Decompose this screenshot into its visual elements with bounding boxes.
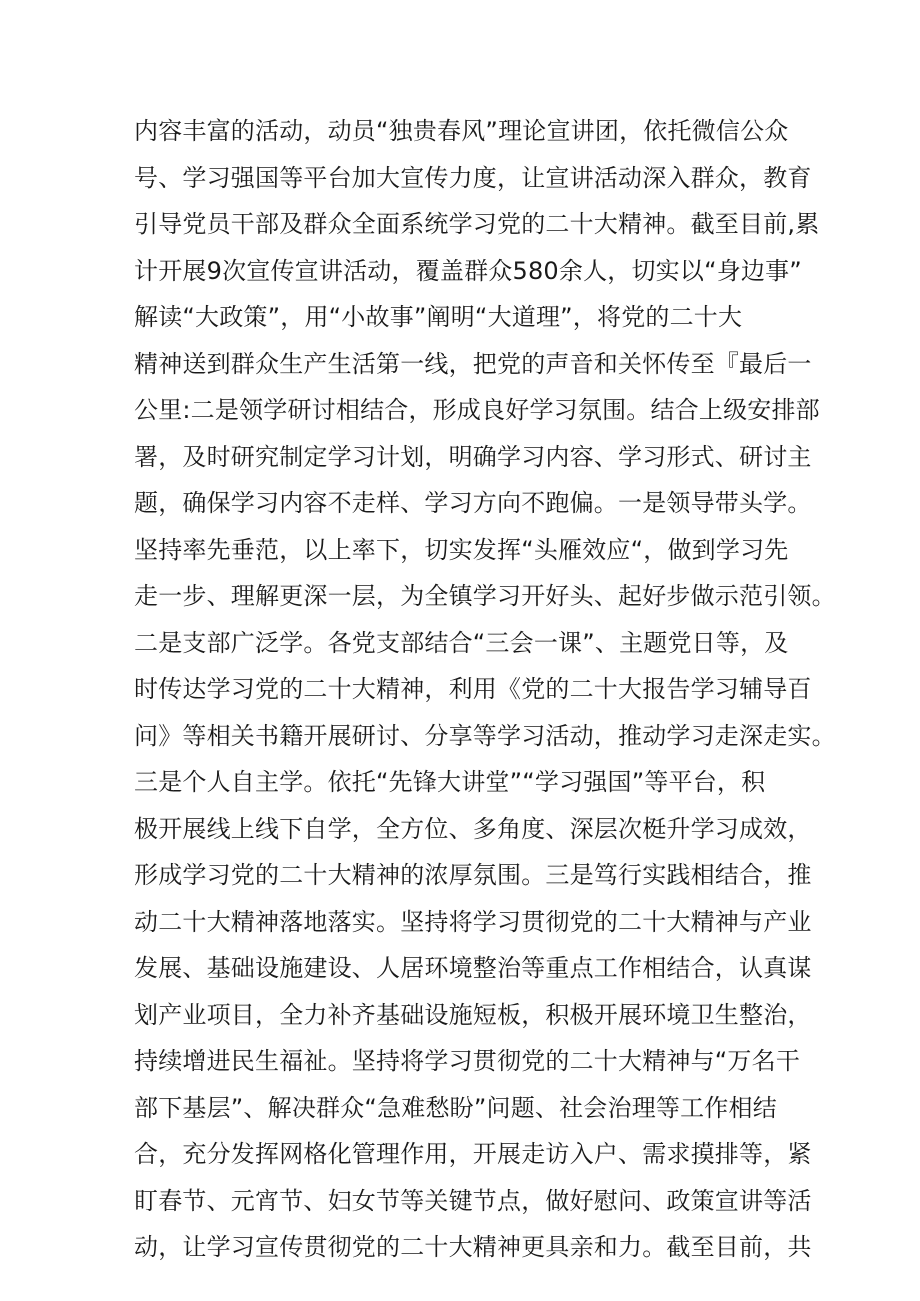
body-text [134, 108, 836, 1271]
text-line: 形成学习党的二十大精神的浓厚氛围。三是笃行实践相结合，推 [134, 861, 812, 889]
text-line: 坚持率先垂范，以上率下，切实发挥“头雁效应“，做到学习先 [134, 535, 789, 564]
text-line: 号、学习强国等平台加大宣传力度，让宣讲活动深入群众，教育 [134, 163, 812, 192]
text-line: 划产业项目，全力补齐基础设施短板，积极开展环境卫生整治， [134, 1000, 812, 1029]
text-line: 题，确保学习内容不走样、学习方向不跑偏。一是领导带头学。 [134, 489, 812, 517]
text-line: 二是支部广泛学。各党支部结合“三会一课”、主题党日等，及 [134, 628, 789, 657]
text-line: 三是个人自主学。依托“先锋大讲堂”“学习强国”等平台，积 [134, 768, 766, 796]
text-line: 持续增进民生福祉。坚持将学习贯彻党的二十大精神与“万名干 [134, 1047, 801, 1075]
text-line: 时传达学习党的二十大精神，利用《党的二十大报告学习辅导百 [134, 675, 812, 703]
text-line: 内容丰富的活动，动员“独贵春风”理论宣讲团，依托微信公众 [134, 117, 789, 145]
text-line: 合，充分发挥网格化管理作用，开展走访入户、需求摸排等，紧 [134, 1140, 812, 1168]
text-line: 计开展9次宣传宣讲活动，覆盖群众580余人，切实以“身边事” [134, 256, 802, 285]
text-line: 动二十大精神落地落实。坚持将学习贯彻党的二十大精神与产业 [134, 907, 812, 936]
text-line: 极开展线上线下自学，全方位、多角度、深层次梃升学习成效， [134, 814, 812, 843]
text-line: 署，及时研究制定学习计划，明确学习内容、学习形式、研讨主 [134, 442, 812, 471]
text-line: 解读“大政策”，用“小故事”阐明“大道理”，将党的二十大 [134, 303, 743, 331]
text-line: 部下基层”、解决群众“急难愁盼”问题、社会治理等工作相结 [134, 1093, 777, 1122]
text-line: 动，让学习宣传贯彻党的二十大精神更具亲和力。截至目前，共 [134, 1233, 812, 1261]
text-line: 精神送到群众生产生活第一线，把党的声音和关怀传至『最后一 [134, 349, 812, 378]
text-line: 走一步、理解更深一层，为全镇学习开好头、起好步做示范引领。 [134, 582, 836, 610]
text-line: 发展、基础设施建设、人居环境整治等重点工作相结合，认真谋 [134, 954, 812, 982]
text-line: 公里:二是领学研讨相结合，形成良好学习氛围。结合上级安排部 [134, 396, 820, 424]
text-line: 盯春节、元宵节、妇女节等关键节点，做好慰问、政策宣讲等活 [134, 1186, 812, 1215]
text-line: 问》等相关书籍开展研讨、分享等学习活动，推动学习走深走实。 [134, 721, 836, 750]
text-line: 引导党员干部及群众全面系统学习党的二十大精神。截至目前,累 [134, 210, 820, 238]
